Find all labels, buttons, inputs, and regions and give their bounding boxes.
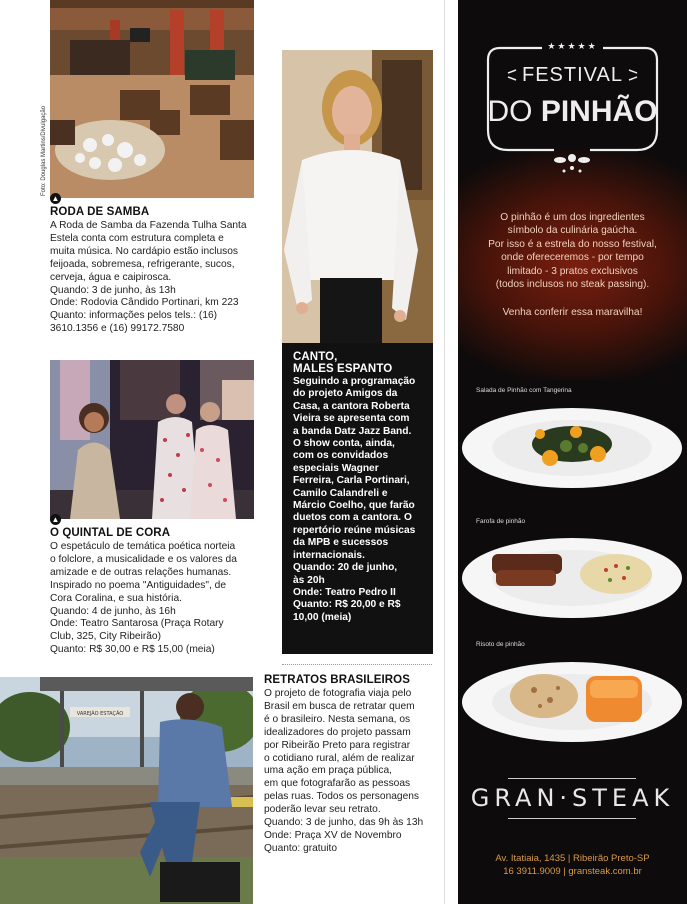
canto-title-line2: MALES ESPANTO (293, 363, 393, 375)
logo-stars: ★★★★★ (547, 41, 598, 51)
roda-title: RODA DE SAMBA (50, 206, 150, 218)
roda-body: A Roda de Samba da Fazenda Tulha Santa Estela conta com estrutura completa e muita música. No cardápio estão inclusos feijoada, sobremesa, refrigerante, sucos, cerveja, água e caipirosca. Quando: 3 de junho, às 13h Onde: Rodovia Cândido Portinari, km 223 Quanto: informações pelos tels.: (16) 3610.1356 e (16) 99172.7580 (50, 220, 247, 335)
logo-pinhao: PINHÃO (540, 95, 658, 128)
station-sign: VAREJÃO ESTAÇÃO (76, 711, 124, 717)
canto-box (282, 343, 433, 654)
ad-address: Av. Itatiaia, 1435 | Ribeirão Preto-SP (495, 853, 650, 864)
dish-label: Farofa de pinhão (476, 518, 526, 525)
photo-credit: Foto: Douglas Martins/Divulgação (41, 105, 47, 196)
quintal-title: O QUINTAL DE CORA (50, 527, 171, 539)
dish-label: Salada de Pinhão com Tangerina (476, 387, 572, 394)
column-divider (444, 0, 445, 904)
brand-line-bottom (508, 818, 636, 819)
canto-body: Seguindo a programação do projeto Amigos da Casa, a cantora Roberta Vieira se apresenta com a banda Datz Jazz Band. O show conta, ainda, com os convidados especiais Wagner Ferreira, Carla Portinari, Camilo Calandreli e Márcio Coelho, que farão duetos com a cantora. O repertório reúne músicas da MPB e sucessos internacionais. Quando: 20 de junho, às 20h Onde: Teatro Pedro II Quanto: R$ 20,00 e R$ 10,00 (meia) (293, 376, 416, 623)
quintal-cora-photo (50, 360, 254, 519)
retratos-photo (0, 677, 253, 904)
retratos-title: RETRATOS BRASILEIROS (264, 674, 410, 686)
arrow-up-icon: ▲ (51, 194, 60, 203)
brand-line-top (508, 778, 636, 779)
dotted-divider (282, 664, 432, 665)
logo-do: DO (487, 95, 533, 128)
quintal-body: O espetáculo de temática poética norteia o folclore, a musicalidade e os valores da amizade e de outras relações humanas. Inspirado no poema "Antiguidades", de Cora Coralina, e sua história. Quando: 4 de junho, às 16h Onde: Teatro Santarosa (Praça Rotary Club, 325, City Ribeirão) Quanto: R$ 30,00 e R$ 15,00 (meia) (50, 541, 237, 656)
retratos-body: O projeto de fotografia viaja pelo Brasil em busca de retratar quem é o brasileiro. Nesta semana, os idealizadores do projeto passam por Ribeirão Preto para registrar o cotidiano rural, além de realizar uma ação em praça pública, em que fotografarão as pessoas pelas ruas. Todos os personagens poderão levar seu retrato. Quando: 3 de junho, das 9h às 13h Onde: Praça XV de Novembro Quanto: gratuito (264, 688, 424, 854)
gransteak-logo: GRAN·STEAK (470, 784, 675, 812)
farofa-plate (458, 526, 687, 626)
salad-plate (458, 396, 687, 496)
logo-do-pinhao (458, 96, 687, 128)
ad-description: O pinhão é um dos ingredientes símbolo da culinária gaúcha. Por isso é a estrela do nosso festival, onde ofereceremos - por tempo limitado - 3 pratos exclusivos (todos inclusos no steak passing). (488, 212, 657, 291)
ad-contact: 16 3911.9009 | gransteak.com.br (503, 866, 642, 877)
risoto-plate (458, 650, 687, 750)
singer-photo (282, 50, 433, 343)
dish-label: Risoto de pinhão (476, 641, 525, 648)
logo-festival: FESTIVAL (522, 64, 623, 86)
ad-cta: Venha conferir essa maravilha! (502, 307, 643, 318)
arrow-up-icon: ▲ (51, 515, 60, 524)
gransteak-ad (458, 0, 687, 904)
roda-samba-photo (50, 0, 254, 198)
canto-title-line1: CANTO, (293, 351, 338, 363)
